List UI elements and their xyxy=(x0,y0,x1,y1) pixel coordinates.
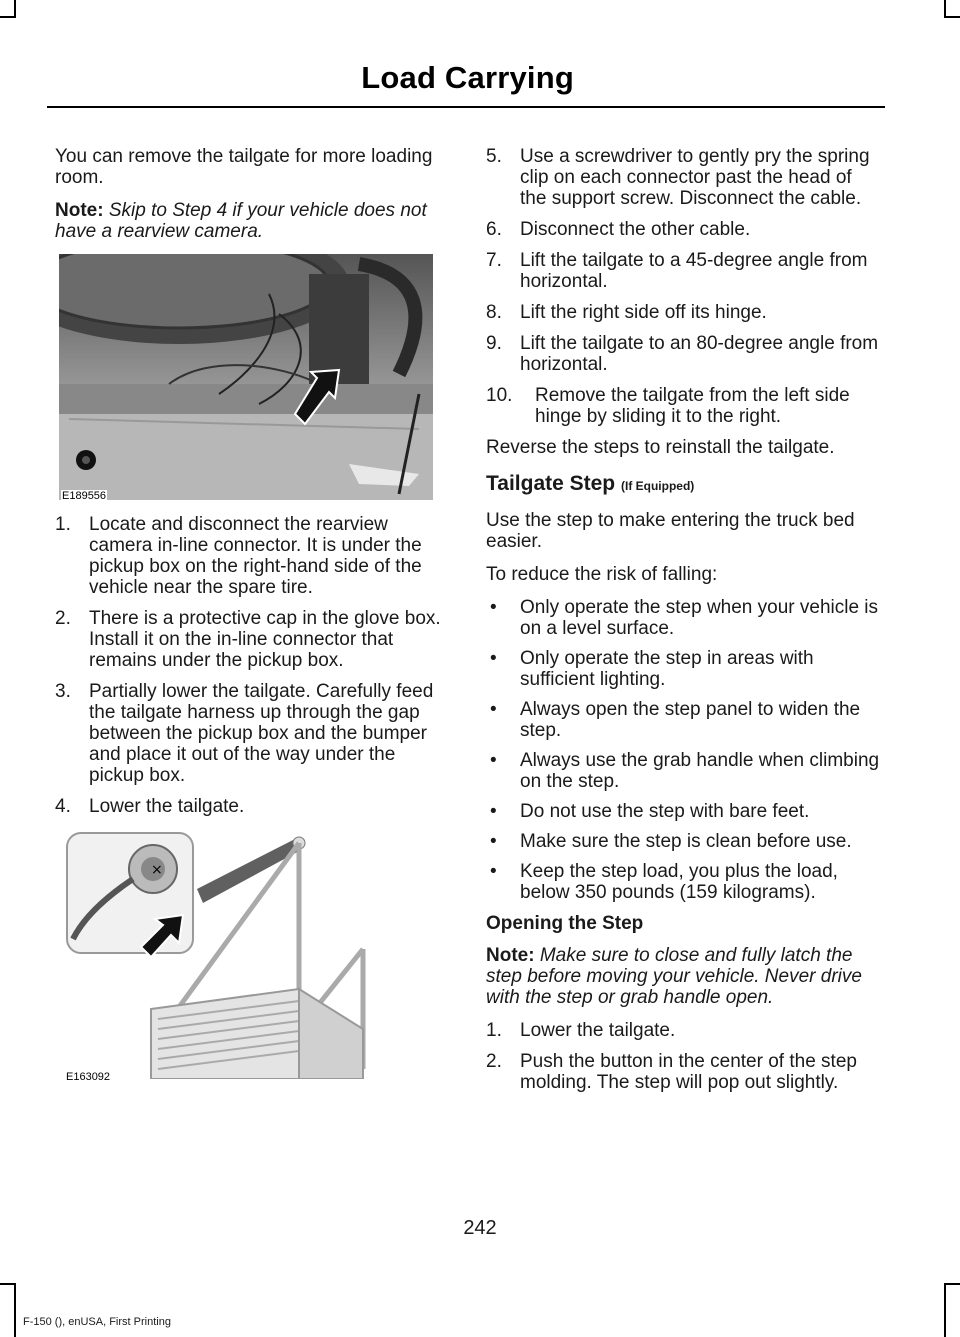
reverse-text: Reverse the steps to reinstall the tailgate. xyxy=(486,437,835,458)
undercarriage-drawing xyxy=(59,254,433,500)
list-item: • Always use the grab handle when climbing on the step. xyxy=(490,750,880,792)
intro-text: You can remove the tailgate for more loading room. xyxy=(55,146,433,188)
list-item: 7. Lift the tailgate to a 45-degree angle from horizontal. xyxy=(486,250,868,292)
list-item: 9. Lift the tailgate to an 80-degree angle from horizontal. xyxy=(486,333,879,375)
list-item: 1. Lower the tailgate. xyxy=(486,1020,676,1041)
removal-steps-list xyxy=(55,514,450,817)
camera-note xyxy=(55,200,450,242)
list-item: 10. Remove the tailgate from the left side hinge by sliding it to the right. xyxy=(486,385,850,427)
note-label: Note: xyxy=(55,200,104,221)
footer-text: F-150 (), enUSA, First Printing xyxy=(23,1316,171,1328)
crop-mark-bottom-left-h xyxy=(0,1283,16,1285)
svg-text:×: × xyxy=(151,862,163,878)
list-item: 3. Partially lower the tailgate. Carefully feed the tailgate harness up through the gap between the pickup box and the bumper and place it out of the way under the pickup box. xyxy=(55,681,434,786)
list-item: 5. Use a screwdriver to gently pry the spring clip on each connector past the head of the support screw. Disconnect the cable. xyxy=(486,146,870,209)
crop-mark-top-right-h xyxy=(944,16,960,18)
list-item: 1. Locate and disconnect the rearview camera in-line connector. It is under the pickup box on the right-hand side of the vehicle near the spare tire. xyxy=(55,514,422,598)
section-qualifier: (If Equipped) xyxy=(620,479,695,493)
note-label: Note: xyxy=(486,945,535,966)
opening-steps-list xyxy=(486,1020,880,1093)
tailgate-cable-illustration xyxy=(63,829,418,1083)
list-item: • Do not use the step with bare feet. xyxy=(490,801,810,822)
step-intro: Use the step to make entering the truck bed easier. xyxy=(486,510,855,552)
page-number: 242 xyxy=(463,1217,497,1239)
left-column xyxy=(55,146,450,1083)
subheading: Opening the Step xyxy=(486,913,644,934)
crop-mark-top-left-h xyxy=(0,16,16,18)
image-code: E163092 xyxy=(66,1071,111,1083)
removal-steps-ten xyxy=(486,385,880,427)
risk-intro: To reduce the risk of falling: xyxy=(486,564,718,585)
list-item: • Always open the step panel to widen the step. xyxy=(490,699,861,741)
note-text: Make sure to close and fully latch the step before moving your vehicle. Never drive with the step or grab handle open. xyxy=(486,945,862,1008)
list-item: • Make sure the step is clean before use. xyxy=(490,831,852,852)
note-text: Skip to Step 4 if your vehicle does not have a rearview camera. xyxy=(55,200,427,242)
list-item: 2. There is a protective cap in the glove box. Install it on the in-line connector that remains under the pickup box. xyxy=(55,608,441,671)
list-item: • Keep the step load, you plus the load, below 350 pounds (159 kilograms). xyxy=(490,861,838,903)
header-rule xyxy=(47,106,885,108)
page-title: Load Carrying xyxy=(361,60,574,95)
list-item: 8. Lift the right side off its hinge. xyxy=(486,302,767,323)
list-item: • Only operate the step when your vehicle is on a level surface. xyxy=(490,597,879,639)
crop-mark-bottom-left-v xyxy=(14,1283,16,1337)
tailgate-drawing xyxy=(63,829,418,1079)
safety-bullets xyxy=(486,597,880,903)
list-item: 4. Lower the tailgate. xyxy=(55,796,245,817)
crop-mark-bottom-right-h xyxy=(944,1283,960,1285)
list-item: • Only operate the step in areas with sufficient lighting. xyxy=(490,648,814,690)
list-item: 6. Disconnect the other cable. xyxy=(486,219,751,240)
image-code: E189556 xyxy=(62,490,107,502)
removal-steps-continued xyxy=(486,146,880,375)
list-item: 2. Push the button in the center of the step molding. The step will pop out slightly. xyxy=(486,1051,857,1093)
rearview-camera-connector-illustration xyxy=(59,254,433,500)
latch-note xyxy=(486,945,880,1008)
right-column xyxy=(486,146,880,1103)
crop-mark-bottom-right-v xyxy=(944,1283,946,1337)
section-heading: Tailgate Step (If Equipped) xyxy=(486,472,695,495)
